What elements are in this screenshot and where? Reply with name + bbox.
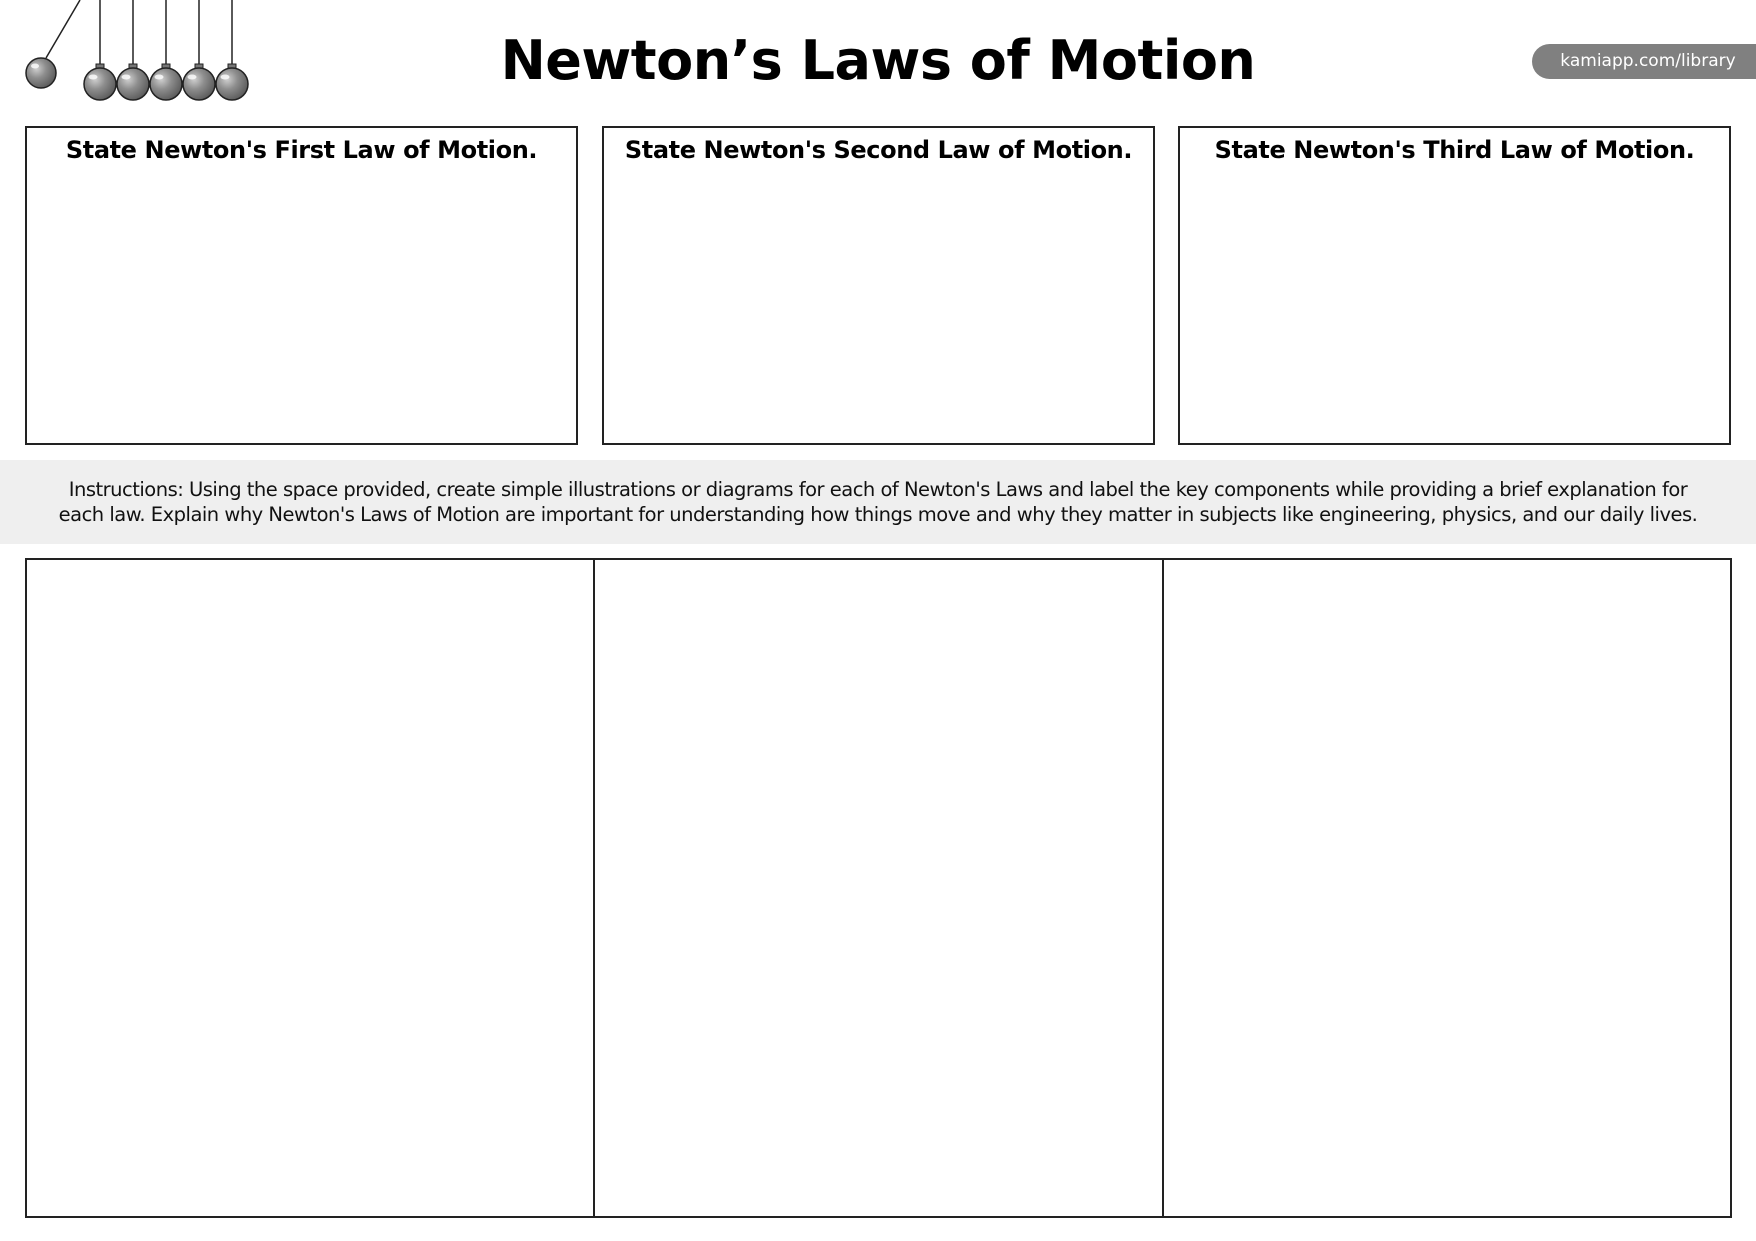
page-title: Newton’s Laws of Motion — [500, 29, 1256, 92]
second-law-answer-box[interactable] — [602, 126, 1155, 445]
first-law-prompt: State Newton's First Law of Motion. — [65, 136, 538, 164]
instructions-text: Instructions: Using the space provided, create simple illustrations or diagrams for each of Newton's Laws and label the key components while providing a brief explanation for each law. Explain why Newton's Laws of Motion are important for understanding how things move and why they matter in subjects like engineering, physics, and our daily lives. — [58, 478, 1698, 526]
second-law-prompt: State Newton's Second Law of Motion. — [624, 136, 1133, 164]
third-law-illustration-panel[interactable] — [1162, 560, 1730, 1216]
third-law-answer-box[interactable] — [1178, 126, 1731, 445]
third-law-prompt: State Newton's Third Law of Motion. — [1214, 136, 1695, 164]
second-law-illustration-panel[interactable] — [593, 560, 1161, 1216]
source-link-badge[interactable]: kamiapp.com/library — [1532, 44, 1756, 79]
first-law-illustration-panel[interactable] — [27, 560, 593, 1216]
first-law-answer-box[interactable] — [25, 126, 578, 445]
instructions-band — [0, 460, 1756, 544]
illustration-panels — [25, 558, 1732, 1218]
